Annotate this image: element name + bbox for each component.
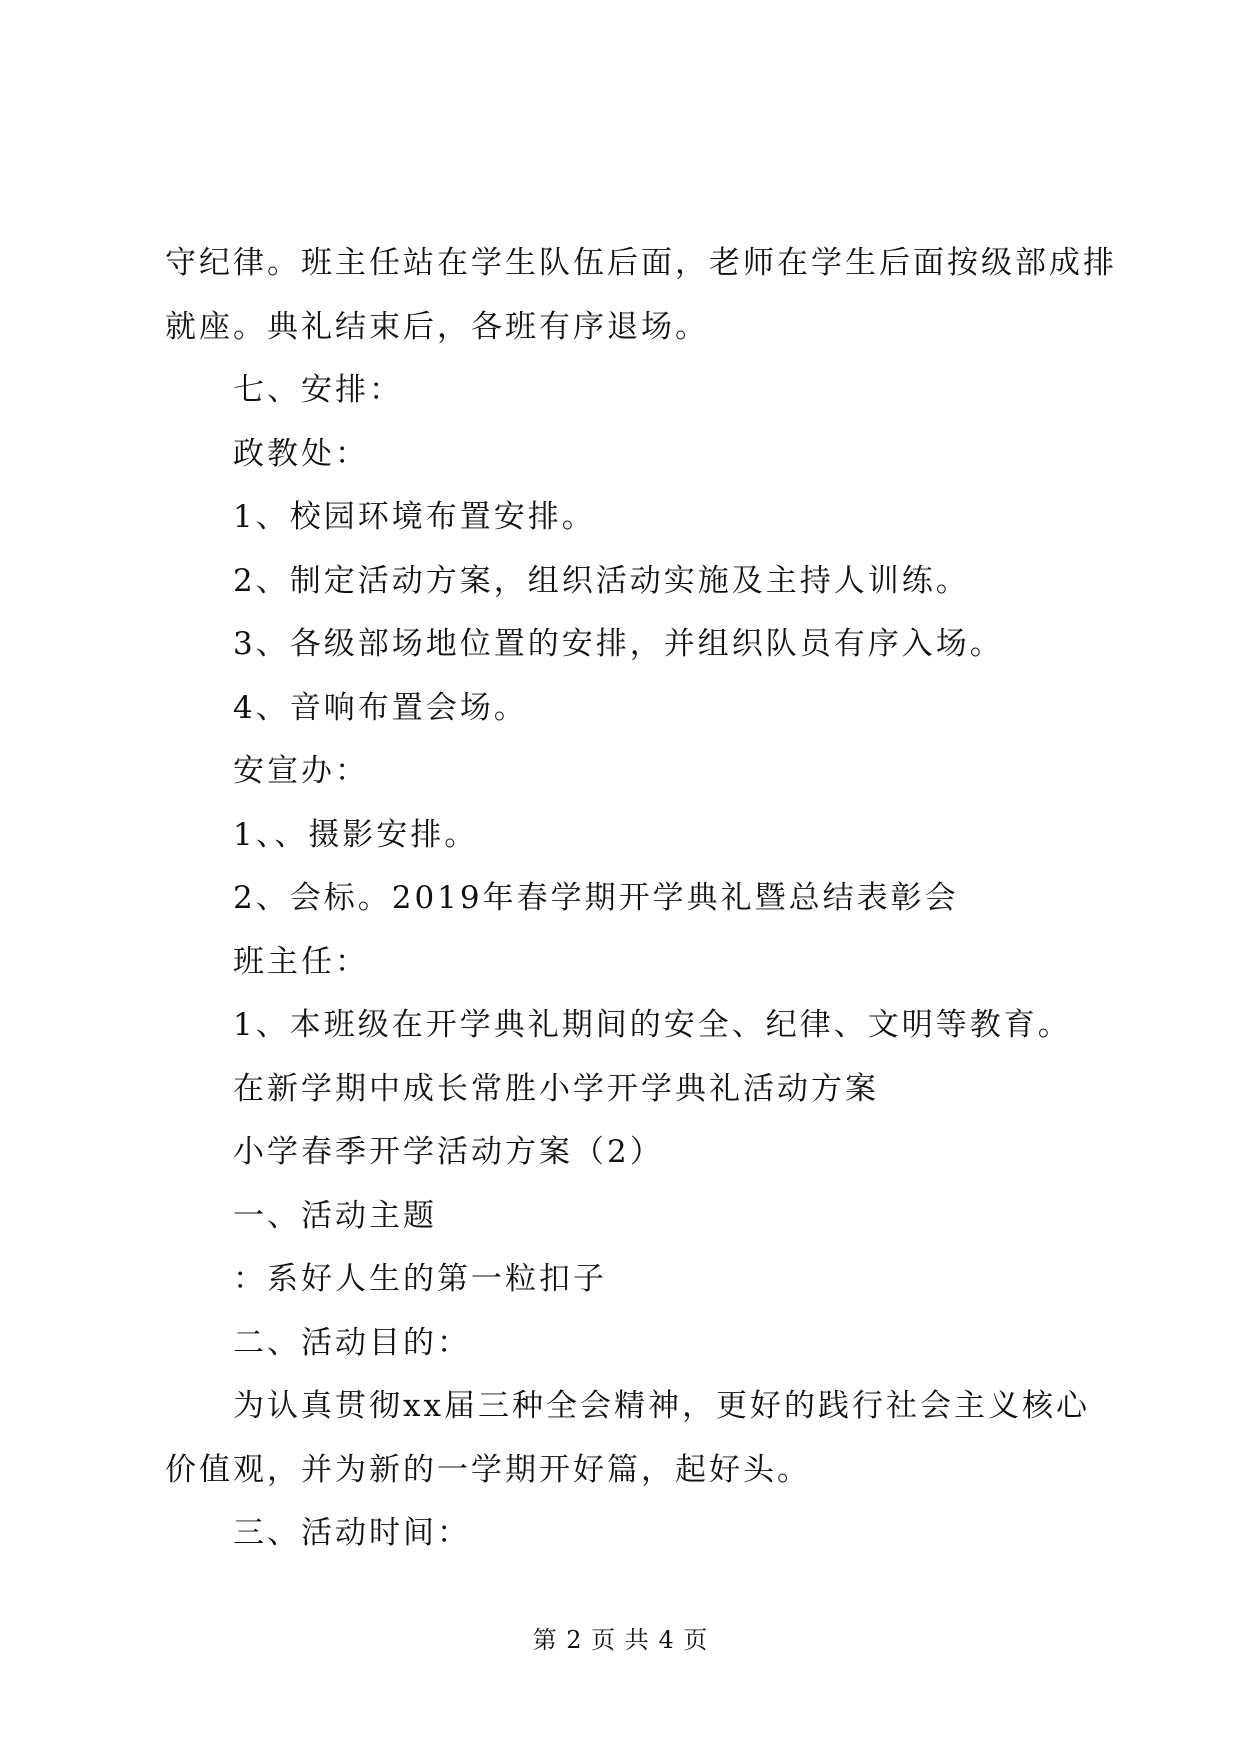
list-item: 3、各级部场地位置的安排，并组织队员有序入场。: [233, 626, 1004, 662]
body-line: 守纪律。班主任站在学生队伍后面，老师在学生后面按级部成排: [165, 245, 1117, 281]
list-item: 1、、摄影安排。: [233, 816, 479, 853]
section-heading-time: 三、活动时间：: [233, 1515, 471, 1551]
subheading-class-teacher: 班主任：: [233, 943, 369, 980]
list-item: 1、校园环境布置安排。: [233, 499, 596, 535]
section-heading-arrangement: 七、安排：: [233, 372, 403, 408]
document-title-line: 小学春季开学活动方案（2）: [233, 1134, 664, 1170]
list-item: 2、制定活动方案，组织活动实施及主持人训练。: [233, 562, 970, 599]
section-heading-theme: 一、活动主题: [233, 1197, 437, 1234]
list-item: 4、音响布置会场。: [233, 689, 528, 726]
document-title-line: 在新学期中成长常胜小学开学典礼活动方案: [233, 1070, 879, 1107]
body-line: ：系好人生的第一粒扣子: [233, 1261, 607, 1297]
list-item: 1、本班级在开学典礼期间的安全、纪律、文明等教育。: [233, 1007, 1072, 1043]
list-item: 2、会标。2019年春学期开学典礼暨总结表彰会: [233, 880, 959, 916]
subheading-publicity-office: 安宣办：: [233, 753, 369, 789]
body-line: 价值观，并为新的一学期开好篇，起好头。: [165, 1451, 811, 1488]
body-line: 就座。典礼结束后，各班有序退场。: [165, 308, 709, 345]
document-body: [165, 232, 1117, 1566]
body-line: 为认真贯彻xx届三种全会精神，更好的践行社会主义核心: [233, 1388, 1090, 1424]
subheading-political-office: 政教处：: [233, 435, 369, 472]
section-heading-purpose: 二、活动目的：: [233, 1324, 471, 1361]
page-footer: 第 2 页 共 4 页: [532, 1626, 709, 1654]
